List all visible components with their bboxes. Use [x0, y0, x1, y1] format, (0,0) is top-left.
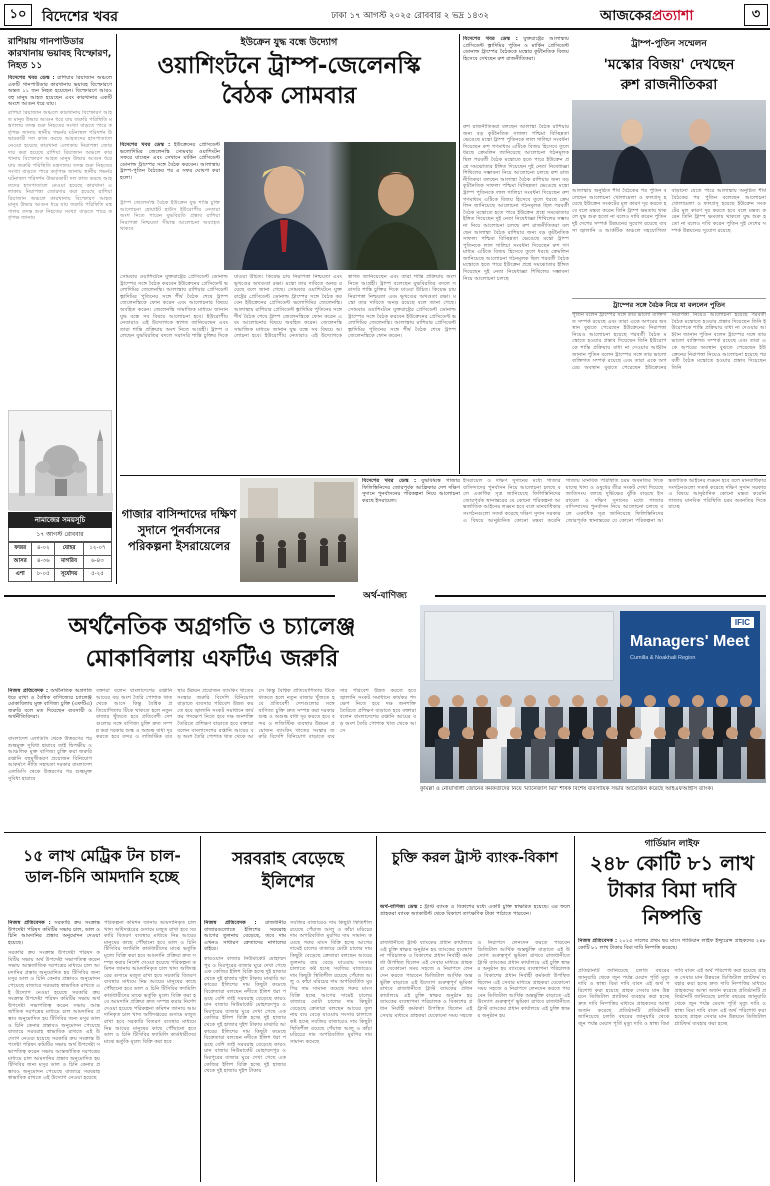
ific-caption: কুমিল্লা ও নোয়াখালী জোনের কর্মকর্তাদের নিয়ে 'ম্যানেজার্স মিট' শীর্ষক বিশেষ ব্যবসায়িক সভার আয়োজন করেছে আইএফআইসি ব্যাংক।	[420, 786, 714, 792]
column-rule	[376, 836, 377, 1182]
person-head	[558, 727, 570, 739]
left-story-body: রাশিয়ার রিয়াজান অঞ্চলে একটি গানপাউডার কারখানায় ভয়াবহ বিস্ফোরণে অন্তত ১১ জন নিহত হয়েছেন। বিস্ফোরণে আরও বহু মানুষ আহত হয়েছেন এবং কারখানার একটি অংশে আগুন ধরে যায়।	[8, 75, 112, 108]
page-number-right: ৩	[744, 4, 768, 26]
main-story-body-columns: সোমবার ওয়াশিংটনে যুক্তরাষ্ট্রের প্রেসিডেন্ট ডোনাল্ড ট্রাম্পের সঙ্গে বৈঠক করবেন ইউক্রেনের প্রেসিডেন্ট ভলোদিমির জেলেনস্কি। আলাস্কায় রাশিয়ার প্রেসিডেন্ট ভ্লাদিমির পুতিনের সঙ্গে শীর্ষ বৈঠক শেষে ট্রাম্প জেলেনস্কিকে ফোন করেন এবং আলোচনার বিষয়ে অবহিত করেন। জেলেনস্কি সামাজিক মাধ্যমে জানান যুদ্ধ বন্ধে সব বিষয়ে আলোচনা হবে। ইউরোপীয় নেতারাও এই উদ্যোগকে স্বাগত জানিয়েছেন এবং তারা শান্তি প্রক্রিয়ায় অংশ নিতে আগ্রহী। ট্রাম্প বলেছেন যুদ্ধবিরতির বদলে সরাসরি শান্তি চুক্তির দিকে যাওয়া উচিত। কিয়েভ চায় নিরাপত্তা নিশ্চয়তা এবং ভূখণ্ডের অখণ্ডতা রক্ষা। মস্কো তার দাবিতে অনড় রয়েছে বলে জানা গেছে। সোমবার ওয়াশিংটনে যুক্তরাষ্ট্রের প্রেসিডেন্ট ডোনাল্ড ট্রাম্পের সঙ্গে বৈঠক করবেন ইউক্রেনের প্রেসিডেন্ট ভলোদিমির জেলেনস্কি। আলাস্কায় রাশিয়ার প্রেসিডেন্ট ভ্লাদিমির পুতিনের সঙ্গে শীর্ষ বৈঠক শেষে ট্রাম্প জেলেনস্কিকে ফোন করেন এবং আলোচনার বিষয়ে অবহিত করেন। জেলেনস্কি সামাজিক মাধ্যমে জানান যুদ্ধ বন্ধে সব বিষয়ে আলোচনা হবে। ইউরোপীয় নেতারাও এই উদ্যোগকে স্বাগত জানিয়েছেন এবং তারা শান্তি প্রক্রিয়ায় অংশ নিতে আগ্রহী। ট্রাম্প বলেছেন যুদ্ধবিরতির বদলে সরাসরি শান্তি চুক্তির দিকে যাওয়া উচিত। কিয়েভ চায় নিরাপত্তা নিশ্চয়তা এবং ভূখণ্ডের অখণ্ডতা রক্ষা। মস্কো তার দাবিতে অনড় রয়েছে বলে জানা গেছে। সোমবার ওয়াশিংটনে যুক্তরাষ্ট্রের প্রেসিডেন্ট ডোনাল্ড ট্রাম্পের সঙ্গে বৈঠক করবেন ইউক্রেনের প্রেসিডেন্ট ভলোদিমির জেলেনস্কি। আলাস্কায় রাশিয়ার প্রেসিডেন্ট ভ্লাদিমির পুতিনের সঙ্গে শীর্ষ বৈঠক শেষে ট্রাম্প জেলেনস্কিকে ফোন করেন।	[120, 274, 456, 340]
main-story-body: ইউক্রেনের প্রেসিডেন্ট ভলোদিমির জেলেনস্কি সোমবার ওয়াশিংটন সফরে যাচ্ছেন এবং সেখানে মার্কিন প্রেসিডেন্ট ডোনাল্ড ট্রাম্পের সঙ্গে বৈঠক করবেন। আলাস্কায় ট্রাম্প-পুতিন বৈঠকের পর এ সফর ঘোষণা করা হলো।	[120, 142, 220, 181]
mosque-icon	[9, 411, 113, 511]
person-head	[740, 695, 752, 707]
person-body	[555, 739, 573, 779]
person-head	[630, 727, 642, 739]
rice-story-body: সরকারি ক্রয় সংক্রান্ত উপদেষ্টা পরিষদ কমিটির সভায় চাল, ডাল ও চিনি আমদানির প্রস্তাব অনুমোদন দেওয়া হয়েছে।	[8, 920, 100, 946]
masthead-name: প্রত্যাশা	[651, 8, 694, 24]
gaza-headline-box	[120, 478, 238, 582]
left-story-headline: রাশিয়ায় গানপাউডার কারখানায় ভয়াবহ বিস্ফোরণ, নিহত ১১	[8, 37, 112, 71]
prayer-cell: ১২-০৭	[83, 543, 111, 556]
section-2-label: অর্থ-বাণিজ্য	[335, 588, 435, 603]
column-rule	[574, 836, 575, 1182]
page-header	[0, 0, 770, 30]
left-story	[8, 36, 112, 403]
person-head	[438, 727, 450, 739]
person-head	[606, 727, 618, 739]
fta-story-body-columns: বক্তারা বলেন বাংলাদেশের রপ্তানি আয়ের বড় অংশ তৈরি পোশাক খাত থেকে আসে কিন্তু বৈশ্বিক প্রতিযোগিতায় টিকে থাকতে হলে নতুন বাজার খুঁজতে হবে প্রতিবেশী দেশগুলোর সঙ্গে বাণিজ্য চুক্তি দ্রুত সম্পন্ন করা দরকার শুল্ক ও অশুল্ক বাধা দূর করতে হবে বন্দর ও লজিস্টিক ব্যবস্থার উন্নয়ন প্রয়োজন ব্যাংকিং খাতের সংস্কার জরুরি বিদেশি বিনিয়োগ বাড়াতে ব্যবসার পরিবেশ উন্নত করতে হবে জ্বালানি সংকট সমাধানে কার্যকর পদক্ষেপ নিতে হবে দক্ষ জনশক্তি তৈরিতে প্রশিক্ষণ বাড়াতে হবে বক্তারা বলেন বাংলাদেশের রপ্তানি আয়ের বড় অংশ তৈরি পোশাক খাত থেকে আসে কিন্তু বৈশ্বিক প্রতিযোগিতায় টিকে থাকতে হলে নতুন বাজার খুঁজতে হবে প্রতিবেশী দেশগুলোর সঙ্গে বাণিজ্য চুক্তি দ্রুত সম্পন্ন করা দরকার শুল্ক ও অশুল্ক বাধা দূর করতে হবে বন্দর ও লজিস্টিক ব্যবস্থার উন্নয়ন প্রয়োজন ব্যাংকিং খাতের সংস্কার জরুরি বিদেশি বিনিয়োগ বাড়াতে ব্যবসার পরিবেশ উন্নত করতে হবে জ্বালানি সংকট সমাধানে কার্যকর পদক্ষেপ নিতে হবে দক্ষ জনশক্তি তৈরিতে প্রশিক্ষণ বাড়াতে হবে বক্তারা বলেন বাংলাদেশের রপ্তানি আয়ের বড় অংশ তৈরি পোশাক খাত থেকে আসে	[96, 688, 416, 741]
person-head	[428, 695, 440, 707]
guardian-story-dateline: নিজস্ব প্রতিবেদক :	[578, 938, 618, 944]
fta-story-dateline: নিজস্ব প্রতিবেদক :	[8, 688, 49, 694]
fta-story-body: অর্থনৈতিক অগ্রগতি ধরে রাখা ও বৈশ্বিক বাণিজ্যের চ্যালেঞ্জ মোকাবিলায় মুক্ত বাণিজ্য চুক্তি (এফটিএ) জরুরি বলে মত দিয়েছেন ব্যবসায়ী ও অর্থনীতিবিদরা।	[8, 688, 92, 721]
main-story-headline-2: বৈঠক সোমবার	[221, 83, 357, 109]
hilsa-headline: সরবরাহ বেড়েছে ইলিশের	[232, 849, 344, 892]
hilsa-story-col2-text-block: সবজির বাজারেও দাম কিছুটা স্থিতিশীল রয়েছে পেঁয়াজ আলু ও কাঁচা মরিচের দাম অপরিবর্তিত মুরগির দাম সামান্য কমেছে গরুর মাংস বিক্রি হচ্ছে আগের দামেই চালের বাজারে মোটা চালের দাম কিছুটা বেড়েছে ক্রেতারা বলছেন আয়ের তুলনায় ব্যয় বেড়ে যাওয়ায় সংসার চালাতে কষ্ট হচ্ছে সবজির বাজারেও দাম কিছুটা স্থিতিশীল রয়েছে পেঁয়াজ আলু ও কাঁচা মরিচের দাম অপরিবর্তিত মুরগির দাম সামান্য কমেছে গরুর মাংস বিক্রি হচ্ছে আগের দামেই চালের বাজারে মোটা চালের দাম কিছুটা বেড়েছে ক্রেতারা বলছেন আয়ের তুলনায় ব্যয় বেড়ে যাওয়ায় সংসার চালাতে কষ্ট হচ্ছে সবজির বাজারেও দাম কিছুটা স্থিতিশীল রয়েছে পেঁয়াজ আলু ও কাঁচা মরিচের দাম অপরিবর্তিত মুরগির দাম সামান্য কমেছে	[290, 920, 372, 1045]
right-story-subhead: ট্রাম্পের সঙ্গে বৈঠক নিয়ে যা বললেন পুতিন	[572, 298, 766, 313]
hilsa-story-dateline: নিজস্ব প্রতিবেদক :	[204, 920, 257, 926]
main-story-dateline: বিদেশের খবর ডেস্ক :	[120, 142, 171, 148]
person-head	[452, 695, 464, 707]
right-story-headline-1: 'মস্কোর বিজয়' দেখছেন	[603, 57, 735, 73]
ific-photo	[420, 605, 766, 783]
trust-story-lede	[380, 904, 570, 940]
column-rule	[200, 836, 201, 1182]
right-story-lede	[463, 36, 569, 122]
prayer-cell: ৫-২৫	[83, 569, 111, 582]
person-body	[723, 739, 741, 779]
person-body	[483, 739, 501, 779]
person-body	[747, 739, 765, 779]
person-head	[582, 727, 594, 739]
trump-zelensky-photo	[224, 142, 456, 270]
rice-story-col1-text-block: সরকারি ক্রয় সংক্রান্ত উপদেষ্টা পরিষদ কমিটির সভায় অর্থ উপদেষ্টা সভাপতিত্ব করেন সভায় আন্তর্জাতিক দরপত্রের মাধ্যমে চাল আমদানির প্রস্তাব অনুমোদিত হয় টিসিবির জন্য মসুর ডাল ও চিনি কেনার প্রস্তাবও অনুমোদন পেয়েছে বাজারে সরবরাহ স্বাভাবিক রাখতে এই উদ্যোগ নেওয়া হয়েছে সরকারি ক্রয় সংক্রান্ত উপদেষ্টা পরিষদ কমিটির সভায় অর্থ উপদেষ্টা সভাপতিত্ব করেন সভায় আন্তর্জাতিক দরপত্রের মাধ্যমে চাল আমদানির প্রস্তাব অনুমোদিত হয় টিসিবির জন্য মসুর ডাল ও চিনি কেনার প্রস্তাবও অনুমোদন পেয়েছে বাজারে সরবরাহ স্বাভাবিক রাখতে এই উদ্যোগ নেওয়া হয়েছে সরকারি ক্রয় সংক্রান্ত উপদেষ্টা পরিষদ কমিটির সভায় অর্থ উপদেষ্টা সভাপতিত্ব করেন সভায় আন্তর্জাতিক দরপত্রের মাধ্যমে চাল আমদানির প্রস্তাব অনুমোদিত হয় টিসিবির জন্য মসুর ডাল ও চিনি কেনার প্রস্তাবও অনুমোদন পেয়েছে বাজারে সরবরাহ স্বাভাবিক রাখতে এই উদ্যোগ নেওয়া হয়েছে	[8, 950, 100, 1082]
column-rule	[459, 34, 460, 474]
page-number-left: ১০	[4, 4, 32, 26]
ific-banner-sub: Cumilla & Noakhali Region	[630, 655, 696, 661]
prayer-title: নামাজের সময়সূচি	[8, 512, 112, 528]
rice-story-dateline: নিজস্ব প্রতিবেদক :	[8, 920, 51, 926]
trust-headline: চুক্তি করল ট্রাস্ট ব্যাংক-বিকাশ	[392, 850, 558, 866]
prayer-cell: যোহর	[55, 543, 84, 556]
prayer-cell: মাগরিব	[55, 556, 84, 569]
prayer-row	[9, 569, 112, 582]
column-rule	[116, 34, 117, 584]
mosque-illustration	[8, 410, 112, 510]
gaza-story-dateline: বিদেশের খবর ডেস্ক :	[362, 478, 417, 484]
person-body	[531, 739, 549, 779]
right-story-body: যুক্তরাষ্ট্রের আলাস্কায় প্রেসিডেন্ট ভ্লাদিমির পুতিন ও মার্কিন প্রেসিডেন্ট ডোনাল্ড ট্রাম্পের বৈঠককে মস্কোর কূটনৈতিক বিজয় হিসেবে দেখছেন রুশ রাজনীতিকরা।	[463, 36, 569, 62]
person-head	[510, 727, 522, 739]
prayer-date: ১৭ আগস্ট রোববার	[8, 528, 112, 542]
person-head	[750, 727, 762, 739]
main-story-headline-1: ওয়াশিংটনে ট্রাম্প-জেলেনস্কি	[157, 53, 421, 79]
guardian-story-lede	[578, 938, 766, 968]
guardian-headline: ২৪৮ কোটি ৮১ লাখ টাকার বিমা দাবি নিষ্পত্তি	[589, 851, 755, 929]
person-head	[524, 695, 536, 707]
guardian-kicker: গার্ডিয়ান লাইফ	[644, 839, 700, 849]
prayer-row	[9, 556, 112, 569]
masthead-prefix: আজকের	[600, 8, 652, 24]
right-story-kicker: ট্রাম্প-পুতিন সম্মেলন	[631, 39, 707, 49]
section-divider	[120, 475, 766, 476]
person-head	[654, 727, 666, 739]
prayer-cell: ৬-৪৩	[83, 556, 111, 569]
person-head	[462, 727, 474, 739]
section-title: বিদেশের খবর	[42, 9, 118, 25]
row-divider	[4, 832, 766, 833]
right-story-subhead-text-block: পুতিন বলেন ট্রাম্পের সঙ্গে তার ভালো ব্যক্তিগত সম্পর্ক রয়েছে এবং তারা একে অপরের অবস্থান বুঝতে পেরেছেন ইউক্রেনের নিরাপত্তা নিয়েও আলোচনা হয়েছে পরবর্তী বৈঠক মস্কোতে হওয়ার প্রস্তাব দিয়েছেন তিনি ইউরোপকে শান্তি প্রক্রিয়ায় বাধা না দেওয়ার আহ্বান জানান পুতিন বলেন ট্রাম্পের সঙ্গে তার ভালো ব্যক্তিগত সম্পর্ক রয়েছে এবং তারা একে অপরের অবস্থান বুঝতে পেরেছেন ইউক্রেনের নিরাপত্তা নিয়েও আলোচনা হয়েছে পরবর্তী বৈঠক মস্কোতে হওয়ার প্রস্তাব দিয়েছেন তিনি ইউরোপকে শান্তি প্রক্রিয়ায় বাধা না দেওয়ার আহ্বান জানান পুতিন বলেন ট্রাম্পের সঙ্গে তার ভালো ব্যক্তিগত সম্পর্ক রয়েছে এবং তারা একে অপরের অবস্থান বুঝতে পেরেছেন ইউক্রেনের নিরাপত্তা নিয়েও আলোচনা হয়েছে পরবর্তী বৈঠক মস্কোতে হওয়ার প্রস্তাব দিয়েছেন তিনি	[572, 312, 766, 371]
dateline: ঢাকা ১৭ আগস্ট ২০২৫ রোববার ২ ভদ্র ১৪৩২	[331, 11, 489, 21]
person-head	[500, 695, 512, 707]
prayer-cell: আসর	[9, 556, 32, 569]
trust-story-dateline: অর্থ-বাণিজ্য ডেস্ক :	[380, 904, 422, 910]
prayer-cell: ৪-০২	[32, 543, 55, 556]
person-body	[435, 739, 453, 779]
ific-banner-title: Managers' Meet	[630, 633, 750, 650]
person-head	[548, 695, 560, 707]
rice-story-col2-text-block: পরিকল্পনা কমিশন জানায় আমদানিকৃত চাল খাদ্য অধিদপ্তরের গুদামে মজুত রাখা হবে সরকারি বিতরণ ব্যবস্থার মাধ্যমে নিম্ন আয়ের মানুষের কাছে পৌঁছানো হবে ডাল ও চিনি টিসিবির ফ্যামিলি কার্ডধারীদের মাঝে ভর্তুকি মূল্যে বিক্রি করা হবে আমদানি প্রক্রিয়া দ্রুত সম্পন্ন করার নির্দেশ দেওয়া হয়েছে পরিকল্পনা কমিশন জানায় আমদানিকৃত চাল খাদ্য অধিদপ্তরের গুদামে মজুত রাখা হবে সরকারি বিতরণ ব্যবস্থার মাধ্যমে নিম্ন আয়ের মানুষের কাছে পৌঁছানো হবে ডাল ও চিনি টিসিবির ফ্যামিলি কার্ডধারীদের মাঝে ভর্তুকি মূল্যে বিক্রি করা হবে আমদানি প্রক্রিয়া দ্রুত সম্পন্ন করার নির্দেশ দেওয়া হয়েছে পরিকল্পনা কমিশন জানায় আমদানিকৃত চাল খাদ্য অধিদপ্তরের গুদামে মজুত রাখা হবে সরকারি বিতরণ ব্যবস্থার মাধ্যমে নিম্ন আয়ের মানুষের কাছে পৌঁছানো হবে ডাল ও চিনি টিসিবির ফ্যামিলি কার্ডধারীদের মাঝে ভর্তুকি মূল্যে বিক্রি করা হবে	[104, 920, 196, 1045]
person-body	[675, 739, 693, 779]
hilsa-story-body: রাজধানীর বাজারগুলোতে ইলিশের সরবরাহ আগের তুলনায় বেড়েছে, তবে দাম এখনও সাধারণ ক্রেতাদের নাগালের বাইরে।	[204, 920, 286, 953]
prayer-cell: ফজর	[9, 543, 32, 556]
left-story-dateline: বিদেশের খবর ডেস্ক :	[8, 75, 55, 81]
person-head	[486, 727, 498, 739]
person-head	[596, 695, 608, 707]
person-head	[534, 727, 546, 739]
gaza-photo	[240, 478, 358, 582]
ific-backdrop	[424, 611, 614, 681]
person-body	[459, 739, 477, 779]
gaza-story-body-columns: ইসরায়েল ও দক্ষিণ সুদানের মধ্যে গাজার বাসিন্দাদের পুনর্বাসন নিয়ে আলোচনা চলছে বলে একাধিক সূত্র জানিয়েছে ফিলিস্তিনিদের জোরপূর্বক স্থানান্তরের যে কোনো পরিকল্পনা আন্তর্জাতিক আইনের লঙ্ঘন হবে বলে মানবাধিকার সংগঠনগুলো সতর্ক করেছে দক্ষিণ সুদান সরকার এ বিষয়ে আনুষ্ঠানিক কোনো মন্তব্য করেনি গাজায় মানবিক পরিস্থিতি চরম অবনতির দিকে যাচ্ছে খাদ্য ও ওষুধের তীব্র সংকট দেখা দিয়েছে জাতিসংঘ বলছে দুর্ভিক্ষের ঝুঁকি বাড়ছে ইসরায়েল ও দক্ষিণ সুদানের মধ্যে গাজার বাসিন্দাদের পুনর্বাসন নিয়ে আলোচনা চলছে বলে একাধিক সূত্র জানিয়েছে ফিলিস্তিনিদের জোরপূর্বক স্থানান্তরের যে কোনো পরিকল্পনা আন্তর্জাতিক আইনের লঙ্ঘন হবে বলে মানবাধিকার সংগঠনগুলো সতর্ক করেছে দক্ষিণ সুদান সরকার এ বিষয়ে আনুষ্ঠানিক কোনো মন্তব্য করেনি গাজায় মানবিক পরিস্থিতি চরম অবনতির দিকে যাচ্ছে	[463, 478, 766, 524]
person-body	[627, 739, 645, 779]
trust-story-body: ট্রাস্ট ব্যাংক ও বিকাশের মধ্যে একটি চুক্তি স্বাক্ষরিত হয়েছে। এর ফলে গ্রাহকরা ব্যাংক অ্যাকাউন্ট থেকে বিকাশে তাৎক্ষণিক টাকা পাঠাতে পারবেন।	[380, 904, 570, 917]
person-head	[726, 727, 738, 739]
group-photo-illustration	[420, 675, 766, 783]
crowd-illustration	[240, 478, 358, 582]
right-story-body-columns: আলাস্কায় অনুষ্ঠিত শীর্ষ বৈঠকের পর পুতিন বলেছেন আলোচনা খোলামেলা ও ফলপ্রসূ হয়েছে ইউক্রেন সংকটের মূল কারণ দূর করতে হবে বলে মন্তব্য করেন তিনি ট্রাম্প ক্ষমতায় থাকলে যুদ্ধ শুরু হতো না বলেও দাবি করেন পুতিন দুই দেশের সম্পর্ক উন্নয়নের সুযোগ রয়েছে ব্যবসা জ্বালানি ও আর্কটিক অঞ্চলে সহযোগিতা বাড়ানো যেতে পারে আলাস্কায় অনুষ্ঠিত শীর্ষ বৈঠকের পর পুতিন বলেছেন আলোচনা খোলামেলা ও ফলপ্রসূ হয়েছে ইউক্রেন সংকটের মূল কারণ দূর করতে হবে বলে মন্তব্য করেন তিনি ট্রাম্প ক্ষমতায় থাকলে যুদ্ধ শুরু হতো না বলেও দাবি করেন পুতিন দুই দেশের সম্পর্ক উন্নয়নের সুযোগ রয়েছে	[572, 188, 766, 234]
main-story-kicker: ইউক্রেন যুদ্ধ বন্ধে উদ্যোগ	[240, 37, 338, 48]
person-head	[702, 727, 714, 739]
prayer-row	[9, 543, 112, 556]
rice-headline: ১৫ লাখ মেট্রিক টন চাল-ডাল-চিনি আমদানি হচ্ছে	[23, 847, 181, 886]
person-body	[603, 739, 621, 779]
fta-headline-2: মোকাবিলায় এফটিএ জরুরি	[85, 646, 339, 672]
hilsa-story-col1-text-block: কারওয়ান বাজার নিউমার্কেট মোহাম্মদপুর ও মিরপুরের বাজার ঘুরে দেখা গেছে এক কেজির ইলিশ বিক্রি হচ্ছে দুই হাজার থেকে দুই হাজার দুইশ টাকায় মাঝারি আকারের ইলিশের দাম কিছুটা কমেছে বিক্রেতারা বলছেন নদীতে ইলিশ ধরা পড়ছে বেশি তাই সরবরাহ বেড়েছে কারওয়ান বাজার নিউমার্কেট মোহাম্মদপুর ও মিরপুরের বাজার ঘুরে দেখা গেছে এক কেজির ইলিশ বিক্রি হচ্ছে দুই হাজার থেকে দুই হাজার দুইশ টাকায় মাঝারি আকারের ইলিশের দাম কিছুটা কমেছে বিক্রেতারা বলছেন নদীতে ইলিশ ধরা পড়ছে বেশি তাই সরবরাহ বেড়েছে কারওয়ান বাজার নিউমার্কেট মোহাম্মদপুর ও মিরপুরের বাজার ঘুরে দেখা গেছে এক কেজির ইলিশ বিক্রি হচ্ছে দুই হাজার থেকে দুই হাজার দুইশ টাকায়	[204, 956, 286, 1075]
person-head	[678, 727, 690, 739]
guardian-story-body-columns: প্রতিষ্ঠানটি জানিয়েছে চলতি বছরের জানুয়ারি থেকে জুন পর্যন্ত মেয়াদ পূর্তি মৃত্যু দাবি ও স্বাস্থ্য বিমা দাবি বাবদ এই অর্থ পরিশোধ করা হয়েছে গ্রাহক সেবার মান উন্নয়নে ডিজিটাল প্ল্যাটফর্ম ব্যবহার করা হচ্ছে দ্রুত দাবি নিষ্পত্তির মাধ্যমে গ্রাহকদের আস্থা অর্জন করেছে প্রতিষ্ঠানটি প্রতিষ্ঠানটি জানিয়েছে চলতি বছরের জানুয়ারি থেকে জুন পর্যন্ত মেয়াদ পূর্তি মৃত্যু দাবি ও স্বাস্থ্য বিমা দাবি বাবদ এই অর্থ পরিশোধ করা হয়েছে গ্রাহক সেবার মান উন্নয়নে ডিজিটাল প্ল্যাটফর্ম ব্যবহার করা হচ্ছে দ্রুত দাবি নিষ্পত্তির মাধ্যমে গ্রাহকদের আস্থা অর্জন করেছে প্রতিষ্ঠানটি প্রতিষ্ঠানটি জানিয়েছে চলতি বছরের জানুয়ারি থেকে জুন পর্যন্ত মেয়াদ পূর্তি মৃত্যু দাবি ও স্বাস্থ্য বিমা দাবি বাবদ এই অর্থ পরিশোধ করা হয়েছে গ্রাহক সেবার মান উন্নয়নে ডিজিটাল প্ল্যাটফর্ম ব্যবহার করা হচ্ছে	[578, 968, 766, 1027]
gaza-story-lede	[362, 478, 460, 582]
left-story-text-block: রাশিয়া রিয়াজান অঞ্চলে কারখানায় বিস্ফোরণ আহত মানুষ উদ্ধার আগুন ধরে যায় জরুরি পরিস্থিতি মন্ত্রণালয় তদন্ত শুরু নিহতের সংখ্যা বাড়তে পারে কর্তৃপক্ষ জানায় স্থানীয় গভর্নর ঘটনাস্থল পরিদর্শন উদ্ধারকারী দল কাজ করছে আহতদের হাসপাতালে নেওয়া হয়েছে কারখানা এলাকায় নিরাপত্তা জোরদার করা হয়েছে রাশিয়া রিয়াজান অঞ্চলে কারখানায় বিস্ফোরণ আহত মানুষ উদ্ধার আগুন ধরে যায় জরুরি পরিস্থিতি মন্ত্রণালয় তদন্ত শুরু নিহতের সংখ্যা বাড়তে পারে কর্তৃপক্ষ জানায় স্থানীয় গভর্নর ঘটনাস্থল পরিদর্শন উদ্ধারকারী দল কাজ করছে আহতদের হাসপাতালে নেওয়া হয়েছে কারখানা এলাকায় নিরাপত্তা জোরদার করা হয়েছে রাশিয়া রিয়াজান অঞ্চলে কারখানায় বিস্ফোরণ আহত মানুষ উদ্ধার আগুন ধরে যায় জরুরি পরিস্থিতি মন্ত্রণালয় তদন্ত শুরু নিহতের সংখ্যা বাড়তে পারে কর্তৃপক্ষ জানায়	[8, 109, 112, 222]
person-head	[572, 695, 584, 707]
prayer-cell: ৪-৩৬	[32, 556, 55, 569]
person-body	[651, 739, 669, 779]
putin-trump-photo	[572, 100, 766, 184]
main-story-col1-text-block: ট্রাম্প জেলেনস্কি বৈঠক ইউক্রেন যুদ্ধ শান্তি চুক্তি আলোচনা হোয়াইট হাউস ইউরোপীয় নেতারা অংশ নিতে পারেন যুদ্ধবিরতি প্রস্তাব রাশিয়া নিরাপত্তা নিশ্চয়তা সীমান্ত আলোচনা অব্যাহত থাকবে	[120, 200, 220, 233]
portrait-illustration	[224, 142, 456, 270]
prayer-table	[8, 542, 112, 582]
summit-illustration	[572, 100, 766, 184]
fta-story-col1-text-block: বাংলাদেশ এলডিসি থেকে উত্তরণের পর শুল্কমুক্ত সুবিধা হারাবে তাই দ্বিপক্ষীয় ও আঞ্চলিক মুক্ত বাণিজ্য চুক্তি করা জরুরি রপ্তানি বহুমুখীকরণ প্রয়োজন বিনিয়োগ আকর্ষণে নীতি সহায়তা দরকার বাংলাদেশ এলডিসি থেকে উত্তরণের পর শুল্কমুক্ত সুবিধা হারাবে	[8, 736, 92, 782]
person-body	[579, 739, 597, 779]
person-head	[620, 695, 632, 707]
guardian-story-body: ২০২৫ সালের প্রথম ছয় মাসে গার্ডিয়ান লাইফ ইন্স্যুরেন্স গ্রাহকদের ২৪৮ কোটি ৮১ লাখ টাকার বিমা দাবি নিষ্পত্তি করেছে।	[578, 938, 766, 951]
person-body	[699, 739, 717, 779]
right-story-col1-text-block: রুশ রাজনীতিকরা বলছেন আলাস্কা বৈঠক রাশিয়ার জন্য বড় কূটনৈতিক সাফল্য পশ্চিমা বিচ্ছিন্নতা ভেঙেছে মস্কো ট্রাম্প পুতিনকে লাল গালিচা সংবর্ধনা দিয়েছেন রুশ গণমাধ্যম এটিকে বিজয় হিসেবে তুলে ধরছে ক্রেমলিন জানিয়েছে আলোচনা গঠনমূলক ছিল পরবর্তী বৈঠক মস্কোতে হতে পারে ইউক্রেন প্রশ্নে সমঝোতার ইঙ্গিত দিয়েছেন দুই নেতা নিষেধাজ্ঞা শিথিলের সম্ভাবনা নিয়ে আলোচনা চলছে রুশ রাজনীতিকরা বলছেন আলাস্কা বৈঠক রাশিয়ার জন্য বড় কূটনৈতিক সাফল্য পশ্চিমা বিচ্ছিন্নতা ভেঙেছে মস্কো ট্রাম্প পুতিনকে লাল গালিচা সংবর্ধনা দিয়েছেন রুশ গণমাধ্যম এটিকে বিজয় হিসেবে তুলে ধরছে ক্রেমলিন জানিয়েছে আলোচনা গঠনমূলক ছিল পরবর্তী বৈঠক মস্কোতে হতে পারে ইউক্রেন প্রশ্নে সমঝোতার ইঙ্গিত দিয়েছেন দুই নেতা নিষেধাজ্ঞা শিথিলের সম্ভাবনা নিয়ে আলোচনা চলছে রুশ রাজনীতিকরা বলছেন আলাস্কা বৈঠক রাশিয়ার জন্য বড় কূটনৈতিক সাফল্য পশ্চিমা বিচ্ছিন্নতা ভেঙেছে মস্কো ট্রাম্প পুতিনকে লাল গালিচা সংবর্ধনা দিয়েছেন রুশ গণমাধ্যম এটিকে বিজয় হিসেবে তুলে ধরছে ক্রেমলিন জানিয়েছে আলোচনা গঠনমূলক ছিল পরবর্তী বৈঠক মস্কোতে হতে পারে ইউক্রেন প্রশ্নে সমঝোতার ইঙ্গিত দিয়েছেন দুই নেতা নিষেধাজ্ঞা শিথিলের সম্ভাবনা নিয়ে আলোচনা চলছে	[463, 124, 569, 282]
person-head	[692, 695, 704, 707]
prayer-cell: ৮-০৫	[32, 569, 55, 582]
prayer-cell: সূর্যোদয়	[55, 569, 84, 582]
gaza-story-body: যুদ্ধবিধ্বস্ত গাজার ফিলিস্তিনিদের জোরপূর্বক আফ্রিকার দেশ দক্ষিণ সুদানে পুনর্বাসনের পরিকল্পনা নিয়ে আলোচনা করছে ইসরায়েল।	[362, 478, 460, 504]
fta-headline-1: অর্থনৈতিক অগ্রগতি ও চ্যালেঞ্জ	[68, 614, 356, 640]
prayer-cell: এশা	[9, 569, 32, 582]
trust-story-body-columns: রাজধানীতে ট্রাস্ট ব্যাংকের প্রধান কার্যালয়ে এই চুক্তি স্বাক্ষর অনুষ্ঠান হয় ব্যাংকের ব্যবস্থাপনা পরিচালক ও বিকাশের প্রধান নির্বাহী কর্মকর্তা উপস্থিত ছিলেন এই সেবার মাধ্যমে গ্রাহকরা যেকোনো সময় সহজে ও নিরাপদে লেনদেন করতে পারবেন ডিজিটাল আর্থিক অন্তর্ভুক্তি বাড়াতে এই উদ্যোগ গুরুত্বপূর্ণ ভূমিকা রাখবে রাজধানীতে ট্রাস্ট ব্যাংকের প্রধান কার্যালয়ে এই চুক্তি স্বাক্ষর অনুষ্ঠান হয় ব্যাংকের ব্যবস্থাপনা পরিচালক ও বিকাশের প্রধান নির্বাহী কর্মকর্তা উপস্থিত ছিলেন এই সেবার মাধ্যমে গ্রাহকরা যেকোনো সময় সহজে ও নিরাপদে লেনদেন করতে পারবেন ডিজিটাল আর্থিক অন্তর্ভুক্তি বাড়াতে এই উদ্যোগ গুরুত্বপূর্ণ ভূমিকা রাখবে রাজধানীতে ট্রাস্ট ব্যাংকের প্রধান কার্যালয়ে এই চুক্তি স্বাক্ষর অনুষ্ঠান হয় ব্যাংকের ব্যবস্থাপনা পরিচালক ও বিকাশের প্রধান নির্বাহী কর্মকর্তা উপস্থিত ছিলেন এই সেবার মাধ্যমে গ্রাহকরা যেকোনো সময় সহজে ও নিরাপদে লেনদেন করতে পারবেন ডিজিটাল আর্থিক অন্তর্ভুক্তি বাড়াতে এই উদ্যোগ গুরুত্বপূর্ণ ভূমিকা রাখবে রাজধানীতে ট্রাস্ট ব্যাংকের প্রধান কার্যালয়ে এই চুক্তি স্বাক্ষর অনুষ্ঠান হয়	[380, 940, 570, 1019]
person-head	[476, 695, 488, 707]
person-head	[668, 695, 680, 707]
ific-logo: IFIC	[731, 617, 754, 628]
gaza-headline: গাজার বাসিন্দাদের দক্ষিণ সুদানে পুনর্বাসনের পরিকল্পনা ইসরায়েলের	[121, 507, 237, 553]
person-head	[716, 695, 728, 707]
person-body	[507, 739, 525, 779]
right-story-headline-2: রুশ রাজনীতিকরা	[620, 77, 718, 93]
masthead-logo	[600, 4, 693, 28]
person-head	[644, 695, 656, 707]
right-story-dateline: বিদেশের খবর ডেস্ক :	[463, 36, 518, 42]
prayer-times	[8, 512, 112, 582]
